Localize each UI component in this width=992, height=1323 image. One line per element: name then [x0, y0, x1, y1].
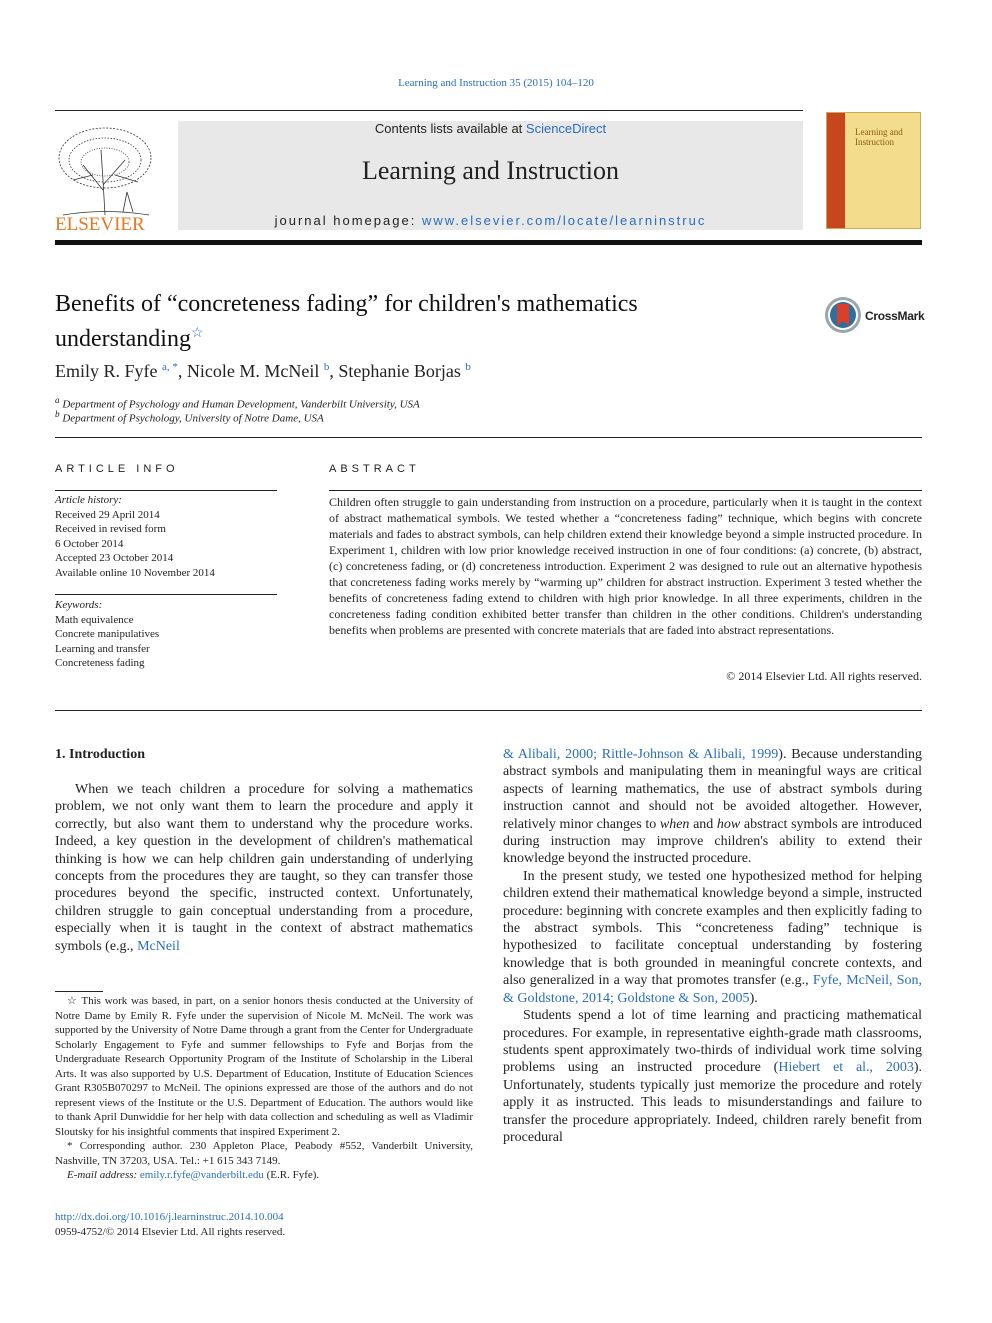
paragraph-text: When we teach children a procedure for solving a mathematics problem, we not only want them to learn the procedure and apply it correctly, but also want them to understand why the procedure works. Indeed, a key question in the development of children's mathematical thinking is how we can help children gain understanding of underlying concepts from the procedures they are taught, so they can transfer those procedures beyond the specific, instructed context. Unfortunately, children struggle to gain conceptual understanding from a procedure, especially when it is taught in the context of abstract mathematics symbols (e.g., — [55, 782, 473, 954]
author-affiliation-mark[interactable]: b — [465, 361, 471, 373]
paragraph-text: Students spend a lot of time learning and practicing mathematical procedures. For example, in representative eighth-grade math classrooms, students spent approximately two-thirds of individual work time solving problems using an instructed procedure ( — [503, 1008, 922, 1076]
citation-link[interactable]: McNeil — [137, 938, 180, 954]
body-column-right — [503, 746, 922, 1146]
keyword-item: Learning and transfer — [55, 642, 150, 655]
paragraph-text: In the present study, we tested one hypothesized method for helping children extend their mathematical knowledge beyond a simple, instructed procedure: beginning with concrete examples and then explicitly fading to the abstract symbols. This “concreteness fading” technique is hypothesized to facilitate conceptual understanding by fostering knowledge that is both grounded in meaningful concrete contexts, and also generalized in a way that promotes transfer (e.g., — [503, 868, 922, 989]
doi-link[interactable]: http://dx.doi.org/10.1016/j.learninstruc.2014.10.004 — [55, 1211, 284, 1223]
history-item: Received 29 April 2014 — [55, 508, 160, 521]
author-list — [55, 361, 471, 382]
elsevier-wordmark: ELSEVIER — [55, 214, 145, 235]
contents-prefix: Contents lists available at — [374, 121, 526, 136]
header-thick-rule — [55, 240, 922, 245]
history-item: Available online 10 November 2014 — [55, 566, 215, 579]
abstract-text: Children often struggle to gain understanding from instruction on a procedure, particularly when it is taught in the context of abstract mathematical symbols. We tested whether a “concreteness fading” technique, which begins with concrete materials and fades to abstract symbols, can help children extend their knowledge beyond a simple instructed procedure. In Experiment 1, children with low prior knowledge received instruction in one of four conditions: (a) concrete, (b) abstract, (c) concreteness fading, or (d) concreteness introduction. Experiment 2 was designed to rule out an alternative hypothesis that concreteness fading works merely by “warming up” children for abstract instruction. Experiment 3 tested whether the benefits of concreteness fading extend to children with high prior knowledge. In all three experiments, children in the concreteness fading condition exhibited better transfer than children in the other conditions. Children's understanding benefits when problems are presented with concrete materials that are faded into abstract representations. — [329, 495, 922, 637]
elsevier-tree-icon — [53, 120, 157, 235]
homepage-prefix: journal homepage: — [274, 213, 422, 228]
title-footnote-mark[interactable]: ☆ — [190, 326, 204, 341]
keywords — [55, 598, 285, 671]
crossmark-label[interactable]: CrossMark — [865, 309, 925, 323]
email-label: E-mail address: — [67, 1169, 140, 1181]
cover-title: Learning and Instruction — [855, 127, 903, 147]
keyword-item: Math equivalence — [55, 613, 134, 626]
affiliation-mark: a — [55, 395, 60, 405]
history-label: Article history: — [55, 494, 122, 506]
homepage-link[interactable]: www.elsevier.com/locate/learninstruc — [421, 213, 707, 228]
affiliation-text: Department of Psychology, University of Notre Dame, USA — [62, 412, 324, 425]
citation-link[interactable]: Hiebert et al., 2003 — [778, 1060, 914, 1076]
footnote-corresponding: * Corresponding author. 230 Appleton Place, Peabody #552, Vanderbilt University, Nashville, TN 37203, USA. Tel.: +1 615 343 7149. — [55, 1140, 473, 1167]
author-separator: , — [329, 361, 339, 381]
author-affiliation-mark[interactable]: b — [323, 361, 330, 373]
keyword-item: Concreteness fading — [55, 657, 145, 669]
body-paragraph — [503, 746, 922, 868]
paragraph-text: and — [689, 816, 717, 832]
author-name[interactable]: Emily R. Fyfe — [55, 361, 158, 381]
body-column-left — [55, 781, 473, 955]
citation-link[interactable]: & Alibali, 2000; Rittle-Johnson & Alibali, 1999 — [503, 747, 779, 762]
author-name[interactable]: Nicole M. McNeil — [186, 361, 320, 381]
article-title — [55, 290, 755, 354]
abstract-copyright: © 2014 Elsevier Ltd. All rights reserved. — [726, 669, 922, 683]
article-info-heading: ARTICLE INFO — [55, 463, 179, 475]
footnote-rule — [55, 991, 103, 992]
elsevier-logo — [53, 120, 157, 235]
history-item: Received in revised form — [55, 523, 166, 535]
paragraph-text: ). — [749, 990, 758, 1006]
emphasis-text: when — [659, 816, 690, 832]
paragraph-text: ). Unfortunately, students typically just memorize the procedure and rotely apply it as instructed. This leads to misunderstandings and failure to transfer the procedure appropriately. Indeed, children rarely benefit from procedural — [503, 1060, 922, 1145]
email-suffix: (E.R. Fyfe). — [263, 1169, 320, 1181]
footnotes — [55, 994, 473, 1183]
section-heading-introduction: 1. Introduction — [55, 747, 145, 762]
journal-cover-thumbnail[interactable] — [826, 112, 921, 229]
body-rule — [55, 710, 922, 711]
email-link[interactable]: emily.r.fyfe@vanderbilt.edu — [139, 1169, 264, 1181]
keyword-item: Concrete manipulatives — [55, 628, 160, 640]
article-info-rule — [55, 490, 277, 491]
history-item: 6 October 2014 — [55, 537, 124, 550]
footnote-email — [55, 1168, 473, 1183]
author-name[interactable]: Stephanie Borjas — [338, 361, 461, 381]
footnote-funding: ☆ This work was based, in part, on a senior honors thesis conducted at the University of Notre Dame by Emily R. Fyfe under the supervision of Nicole M. McNeil. The work was supported by the University of Notre Dame through a grant from the Center for Undergraduate Scholarly Engagement to Fyfe and summer fellowships to Fyfe and Borjas from the Undergraduate Research Opportunity Program of the Institute of Scholarship in the Liberal Arts. It was also supported by U.S. Department of Education, Institute of Education Sciences Grant R305B070297 to McNeil. The opinions expressed are those of the authors and do not represent views of the Institute or the U.S. Department of Education. The authors would like to thank April Dunwiddie for her help with data collection and scheduling as well as Vladimir Sloutsky for his insightful comments that inspired Experiment 2. — [55, 995, 473, 1138]
keywords-rule — [55, 594, 277, 595]
journal-name: Learning and Instruction — [361, 156, 620, 185]
abstract-rule — [329, 490, 922, 491]
header-rule — [55, 110, 803, 111]
citation-link[interactable]: Fyfe, McNeil, Son, & Goldstone, 2014; Goldstone & Son, 2005 — [503, 973, 922, 1006]
journal-homepage — [178, 213, 803, 228]
history-item: Accepted 23 October 2014 — [55, 552, 174, 564]
sciencedirect-link[interactable]: ScienceDirect — [525, 121, 607, 136]
affiliation-b — [55, 409, 324, 425]
article-title-text: Benefits of “concreteness fading” for children's mathematics understanding — [55, 291, 638, 352]
affiliation-text: Department of Psychology and Human Development, Vanderbilt University, USA — [62, 398, 420, 411]
issn-line: 0959-4752/© 2014 Elsevier Ltd. All rights reserved. — [55, 1226, 286, 1238]
article-history — [55, 493, 285, 580]
paragraph-text: ). Because understanding abstract symbols and manipulating them in meaningful ways are critical aspects of learning mathematics, the use of abstract symbols during instruction cannot and should not be avoided altogether. However, relatively minor changes to — [503, 747, 922, 832]
body-paragraph — [503, 868, 922, 1007]
title-block-rule — [55, 437, 922, 438]
crossmark-icon — [824, 296, 864, 336]
author-separator: , — [177, 361, 187, 381]
author-affiliation-mark[interactable]: a, * — [162, 361, 178, 373]
journal-citation[interactable]: Learning and Instruction 35 (2015) 104–120 — [398, 77, 594, 89]
keywords-label: Keywords: — [55, 599, 103, 611]
cover-strip — [827, 113, 845, 228]
paragraph-text: abstract symbols are introduced during instruction may improve children's ability to extend their knowledge beyond the instructed procedure. — [503, 816, 922, 867]
body-paragraph — [55, 781, 473, 955]
contents-line — [178, 121, 803, 136]
body-paragraph — [503, 1007, 922, 1146]
emphasis-text: how — [716, 816, 741, 832]
abstract-heading: ABSTRACT — [329, 463, 420, 475]
affiliation-mark: b — [55, 409, 60, 419]
